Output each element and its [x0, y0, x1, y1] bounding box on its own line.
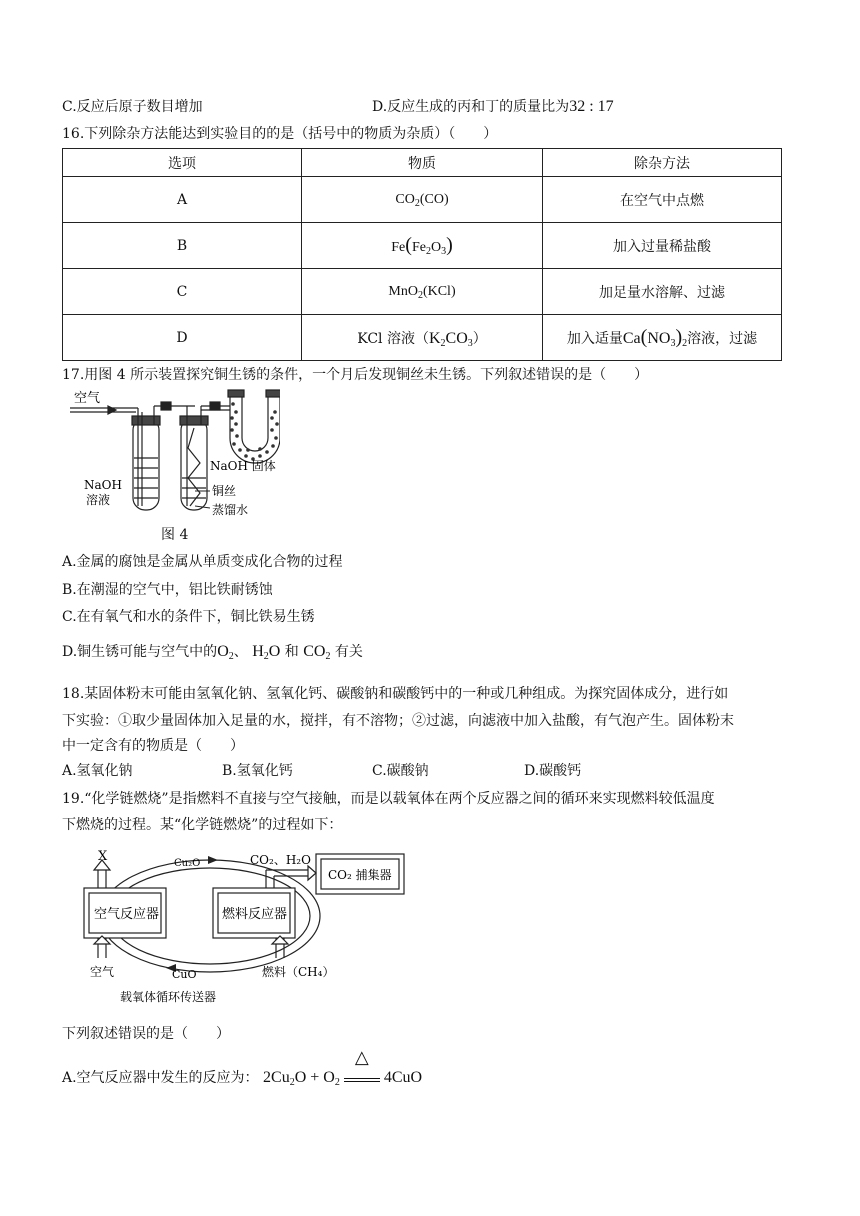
- q18-option-c: C.碳酸钠: [372, 763, 429, 779]
- q16-row-a-option: A: [63, 177, 302, 223]
- q17-stem: 17.用图 4 所示装置探究铜生锈的条件，一个月后发现铜丝未生锈。下列叙述错误的是（ ）: [62, 367, 649, 383]
- q16-table: [62, 148, 782, 361]
- label-capture: CO₂ 捕集器: [328, 868, 392, 882]
- q16-row-b-substance: $Fe(Fe_2O_3)$: [302, 223, 543, 269]
- q17-option-d: D.铜生锈可能与空气中的$O_2$、 $H_2O$ 和 $CO_2$ 有关: [62, 643, 363, 662]
- q16-row-c-substance: MnO$_2$(KCl): [302, 269, 543, 315]
- figure-label-air: 空气: [74, 391, 101, 406]
- q16-header-method: 除杂方法: [543, 149, 782, 177]
- figure-label-naoh-solid: NaOH 固体: [210, 459, 276, 473]
- reaction-equation: $2Cu_2O + O_2$ △ 4CuO: [263, 1047, 423, 1088]
- q16-row-a-substance: $CO_2(CO)$: [302, 177, 543, 223]
- figure-4-caption: 图 4: [161, 527, 189, 543]
- label-conveyor: 载氧体循环传送器: [120, 990, 217, 1004]
- q16-row-d-option: D: [63, 315, 302, 361]
- q17-option-c: C.在有氧气和水的条件下，铜比铁易生锈: [62, 609, 315, 625]
- q16-row-d-method: 加入适量$Ca(NO_3)_2$溶液，过滤: [543, 315, 782, 361]
- q18-option-a: A.氢氧化钠: [62, 763, 133, 779]
- q18-option-d: D.碳酸钙: [524, 763, 582, 779]
- label-air-reactor: 空气反应器: [94, 907, 160, 922]
- label-fuel-reactor: 燃料反应器: [222, 907, 288, 922]
- q16-row-d-substance: KCl 溶液$(K_2CO_3)$: [302, 315, 543, 361]
- q16-row-c-option: C: [63, 269, 302, 315]
- q16-row-a-method: 在空气中点燃: [543, 177, 782, 223]
- label-cu2o: Cu₂O: [174, 858, 201, 869]
- label-air: 空气: [90, 965, 115, 979]
- q16-row-b-method: 加入过量稀盐酸: [543, 223, 782, 269]
- q17-option-b: B.在潮湿的空气中，铝比铁耐锈蚀: [62, 582, 273, 598]
- q16-row-c-method: 加足量水溶解、过滤: [543, 269, 782, 315]
- figure-label-naoh-1: NaOH: [84, 478, 122, 492]
- q19-line-3: 下列叙述错误的是（ ）: [62, 1026, 230, 1042]
- q18-line-3: 中一定含有的物质是（ ）: [62, 738, 244, 754]
- q19-option-a: A.空气反应器中发生的反应为： $2Cu_2O + O_2$ △ 4CuO: [62, 1047, 423, 1088]
- q18-line-1: 18.某固体粉末可能由氢氧化钠、氢氧化钙、碳酸钠和碳酸钙中的一种或几种组成。为探究固体成分，进行如: [62, 686, 729, 702]
- q18-line-2: 下实验：①取少量固体加入足量的水，搅拌，有不溶物；②过滤，向滤液中加入盐酸，有气泡产生。固体粉末: [62, 713, 734, 729]
- q17-option-a: A.金属的腐蚀是金属从单质变成化合物的过程: [62, 554, 343, 570]
- q15-option-d: D.反应生成的丙和丁的质量比为32 : 17: [372, 98, 614, 115]
- q15-option-c: C.反应后原子数目增加: [62, 99, 203, 115]
- mass-ratio: 32 : 17: [569, 98, 614, 115]
- q17-apparatus-figure: [70, 388, 280, 524]
- q19-line-2: 下燃烧的过程。某“化学链燃烧”的过程如下：: [62, 817, 343, 833]
- q16-header-substance: 物质: [302, 149, 543, 177]
- q16-row-b-option: B: [63, 223, 302, 269]
- heat-symbol: △: [354, 1047, 369, 1067]
- label-cuo: CuO: [172, 968, 197, 981]
- label-x: X: [98, 849, 108, 864]
- q19-line-1: 19.“化学链燃烧”是指燃料不直接与空气接触，而是以载氧体在两个反应器之间的循环来实现燃料较低温度: [62, 791, 715, 807]
- label-fuel: 燃料（CH₄）: [262, 965, 335, 979]
- figure-label-water: 蒸馏水: [212, 503, 249, 517]
- chemical-looping-diagram: [80, 848, 410, 1008]
- q16-header-option: 选项: [63, 149, 302, 177]
- q18-option-b: B.氢氧化钙: [222, 763, 293, 779]
- label-products: CO₂、H₂O: [250, 853, 311, 867]
- figure-label-naoh-2: 溶液: [86, 493, 111, 507]
- q16-stem: 16.下列除杂方法能达到实验目的的是（括号中的物质为杂质）（ ）: [62, 126, 498, 142]
- figure-label-copper: 铜丝: [212, 484, 237, 498]
